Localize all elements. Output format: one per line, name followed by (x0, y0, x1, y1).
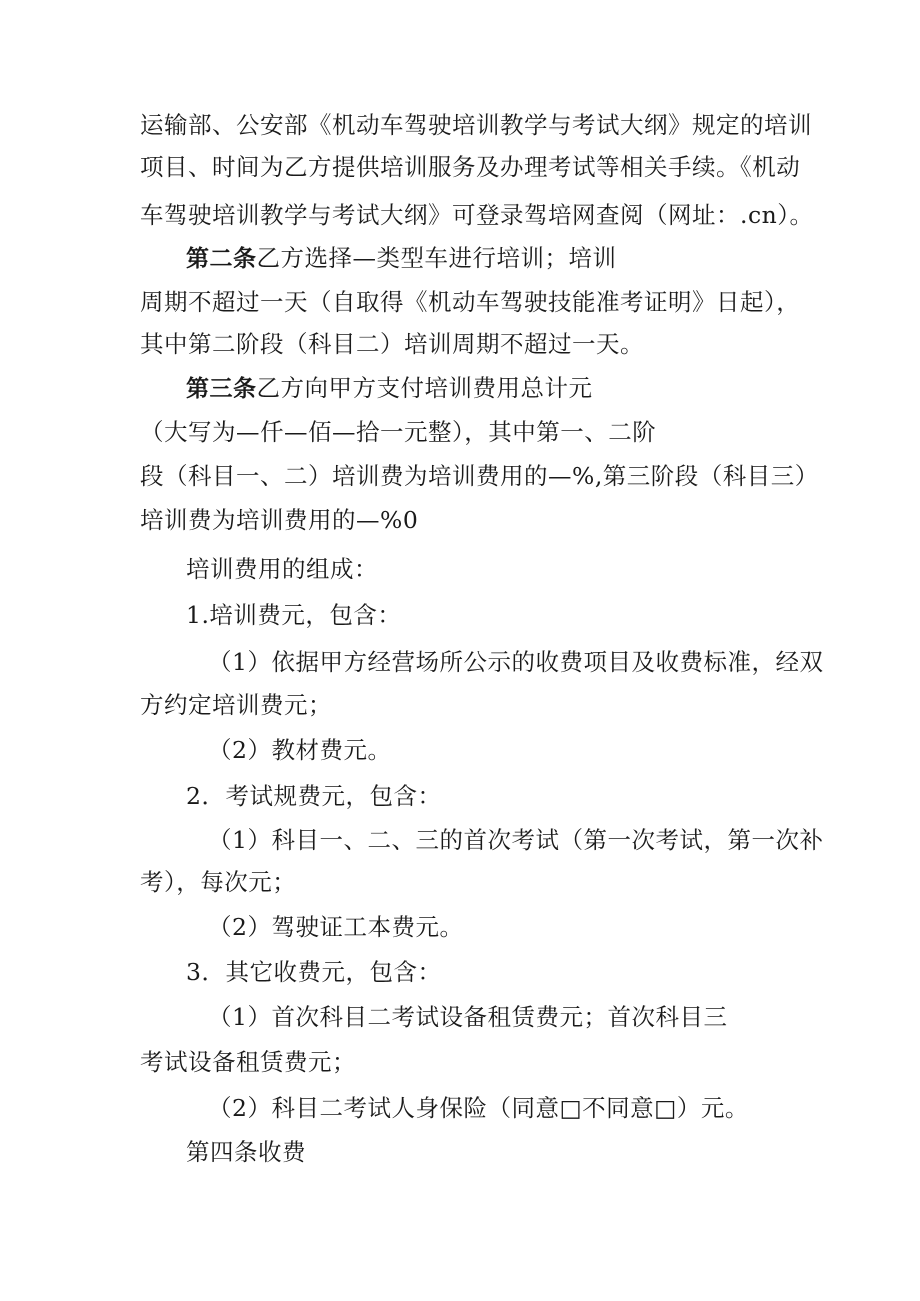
paragraph-line: 周期不超过一天（自取得《机动车驾驶技能准考证明》日起）， (140, 288, 801, 316)
list-item: （1）依据甲方经营场所公示的收费项目及收费标准，经双 (208, 648, 824, 676)
list-item: 3．其它收费元，包含： (186, 958, 442, 986)
article-2-text: 乙方选择—类型车进行培训；培训 (256, 244, 617, 272)
paragraph-line: 考试设备租赁费元； (140, 1048, 356, 1076)
paragraph-line: 段（科目一、二）培训费为培训费用的—%,第三阶段（科目三） (140, 462, 819, 490)
paragraph-line: 项目、时间为乙方提供培训服务及办理考试等相关手续。《机动 (140, 153, 801, 181)
composition-title: 培训费用的组成： (186, 555, 378, 583)
list-item: （2）驾驶证工本费元。 (208, 913, 464, 941)
article-2-heading: 第二条 (186, 246, 257, 272)
paragraph-line: 方约定培训费元； (140, 691, 332, 719)
paragraph-line: 其中第二阶段（科目二）培训周期不超过一天。 (140, 330, 644, 358)
list-item: （1）首次科目二考试设备租赁费元；首次科目三 (208, 1003, 728, 1031)
article-2-line (186, 243, 617, 274)
list-item: 1.培训费元，包含： (186, 601, 402, 629)
list-item: 2．考试规费元，包含： (186, 782, 442, 810)
paragraph-line: （大写为—仟—佰—拾一元整），其中第一、二阶 (140, 418, 657, 446)
list-item: （2）科目二考试人身保险（同意□不同意□）元。 (208, 1094, 749, 1122)
article-3-heading: 第三条 (186, 376, 257, 402)
article-4-line: 第四条收费 (186, 1138, 306, 1166)
paragraph-line: 培训费为培训费用的—%0 (140, 506, 419, 534)
list-item: （2）教材费元。 (208, 736, 392, 764)
article-3-text: 乙方向甲方支付培训费用总计元 (256, 374, 593, 402)
paragraph-line: 运输部、公安部《机动车驾驶培训教学与考试大纲》规定的培训 (140, 111, 812, 139)
article-3-line (186, 373, 593, 404)
paragraph-line: 车驾驶培训教学与考试大纲》可登录驾培网查阅（网址：.cn）。 (140, 201, 814, 229)
paragraph-line: 考），每次元； (140, 868, 297, 896)
list-item: （1）科目一、二、三的首次考试（第一次考试，第一次补 (208, 826, 824, 854)
